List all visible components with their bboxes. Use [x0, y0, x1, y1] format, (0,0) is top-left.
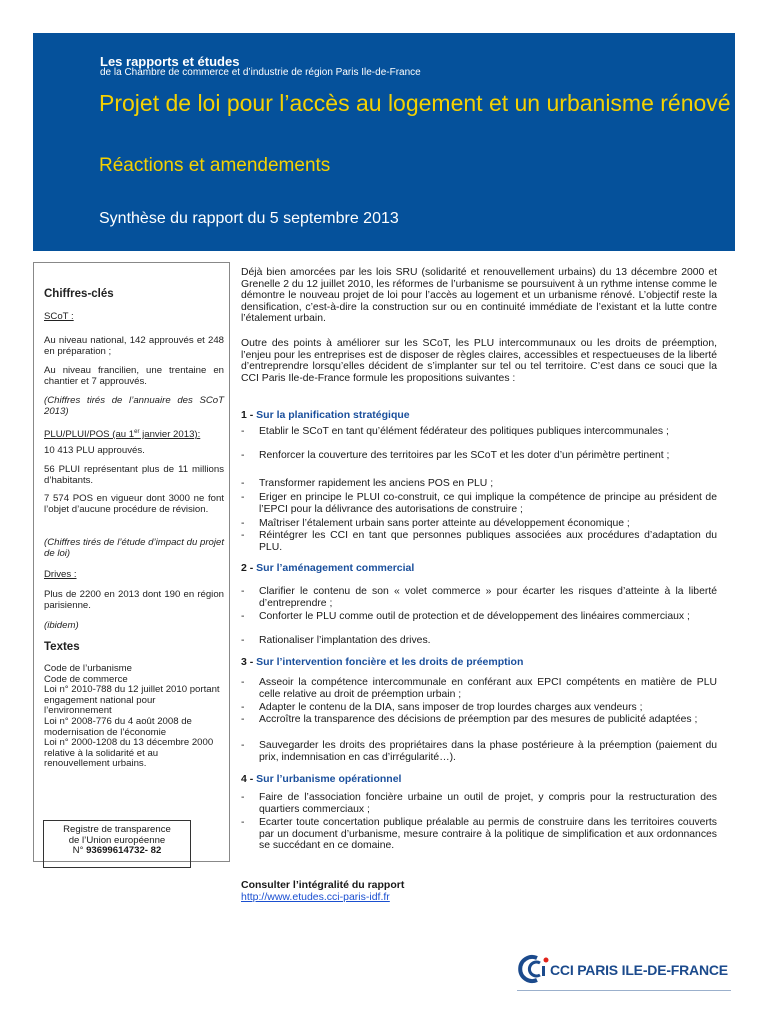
text-item: Loi n° 2000-1208 du 13 décembre 2000 relative à la solidarité et au renouvellement urbains. [44, 737, 214, 770]
consult-report-label: Consulter l’intégralité du rapport [241, 879, 405, 891]
list-item: - Etablir le SCoT en tant qu’élément fédérateur des politiques publiques intercommunales ; [241, 426, 669, 437]
plu-approved: 10 413 PLU approuvés. [44, 445, 145, 456]
list-item: - Faire de l’association foncière urbaine un outil de projet, y compris pour la restructuration des quartiers commerciaux ; [241, 792, 717, 815]
list-item: - Accroître la transparence des décisions de préemption par des mesures de publicité adaptées ; [241, 714, 698, 725]
eu-registry-box [43, 820, 191, 868]
list-item: - Adapter le contenu de la DIA, sans imposer de trop lourdes charges aux vendeurs ; [241, 702, 643, 713]
list-item: - Réintégrer les CCI en tant que personnes publiques associées aux procédures d’adaptation du PLU. [241, 530, 717, 553]
scot-national: Au niveau national, 142 approuvés et 248 en préparation ; [44, 335, 224, 357]
key-figures-heading: Chiffres-clés [44, 288, 114, 300]
registry-label: Registre de transparence de l’Union européenne [63, 824, 171, 846]
document-title: Projet de loi pour l’accès au logement et un urbanisme rénové [99, 90, 731, 116]
text-item: Loi n° 2010-788 du 12 juillet 2010 portant engagement national pour l’environnement [44, 684, 220, 717]
texts-list [44, 664, 224, 770]
document-subtitle: Réactions et amendements [99, 155, 331, 176]
series-subtitle: de la Chambre de commerce et d’industrie de région Paris Ile-de-France [100, 67, 421, 78]
drives-label: Drives : [44, 569, 77, 580]
text-item: Code de l’urbanisme [44, 663, 132, 674]
drives-count: Plus de 2200 en 2013 dont 190 en région parisienne. [44, 589, 224, 611]
plu-source: (Chiffres tirés de l’étude d’impact du projet de loi) [44, 537, 224, 559]
synthesis-date: Synthèse du rapport du 5 septembre 2013 [99, 210, 399, 227]
plui-count: 56 PLUI représentant plus de 11 millions d’habitants. [44, 464, 224, 486]
section-2-heading: 2 - Sur l’aménagement commercial [241, 562, 415, 574]
intro-paragraph: Déjà bien amorcées par les lois SRU (solidarité et renouvellement urbains) du 13 décembre 2000 et Grenelle 2 du 12 juillet 2010, les réformes de l’urbanisme se poursuivent à un rythme intense comme le démontre le nouveau projet de loi pour l’accès au logement et un urbanisme rénové. L’objectif reste la densification, c’est-à-dire la construction sur ou en continuité immédiate de l’existant et la lutte contre l’étalement urbain. [241, 267, 717, 325]
list-item: - Rationaliser l’implantation des drives. [241, 635, 431, 646]
list-item: - Sauvegarder les droits des propriétaires dans la phase postérieure à la préemption (paiement du prix, indemnisation en cas d’irrégularité…). [241, 740, 717, 763]
list-item: - Asseoir la compétence intercommunale en conférant aux EPCI compétents en matière de PLU celle relative au droit de préemption urbain ; [241, 677, 717, 700]
series-title: Les rapports et études [100, 54, 240, 69]
footer-divider [517, 990, 731, 991]
list-item: - Conforter le PLU comme outil de protection et de développement des linéaires commerciaux ; [241, 611, 690, 622]
section-4-heading: 4 - Sur l’urbanisme opérationnel [241, 773, 402, 785]
plu-label: PLU/PLUI/POS (au 1er janvier 2013): [44, 429, 201, 441]
scot-regional: Au niveau francilien, une trentaine en chantier et 7 approuvés. [44, 365, 224, 387]
section-3-heading: 3 - Sur l’intervention foncière et les droits de préemption [241, 656, 524, 668]
texts-heading: Textes [44, 641, 80, 653]
text-item: Loi n° 2008-776 du 4 août 2008 de modernisation de l’économie [44, 715, 192, 738]
cci-logo-text: CCI PARIS ILE-DE-FRANCE [550, 962, 728, 978]
report-link[interactable]: http://www.etudes.cci-paris-idf.fr [241, 891, 390, 903]
scot-source: (Chiffres tirés de l’annuaire des SCoT 2013) [44, 395, 224, 417]
registry-number: N° 93699614732- 82 [72, 845, 162, 856]
list-item: - Renforcer la couverture des territoires par les SCoT et les doter d’un périmètre pertinent ; [241, 450, 670, 461]
text-item: Code de commerce [44, 673, 128, 685]
list-item: - Ecarter toute concertation publique préalable au permis de construire dans les territoires couverts par un document d’urbanisme, mesure contraire à la politique de simplification et aux ordonnances se succédant en ce domaine. [241, 817, 717, 852]
list-item: - Maîtriser l’étalement urbain sans porter atteinte au développement économique ; [241, 518, 630, 529]
pos-count: 7 574 POS en vigueur dont 3000 ne font l’objet d’aucune procédure de révision. [44, 493, 224, 515]
list-item: - Eriger en principe le PLUI co-construit, ce qui implique la compétence de principe au président de l’EPCI pour la délivrance des autorisations de construire ; [241, 492, 717, 515]
intro-paragraph-2: Outre des points à améliorer sur les SCoT, les PLU intercommunaux ou les droits de préemption, l’enjeu pour les entreprises est de disposer de règles claires, accessibles et respectueuses de la liberté d’entreprendre lorsqu’elles décident de s’implanter sur tel ou tel territoire. C’est dans ce souci que la CCI Paris Ile-de-France formule les propositions suivantes : [241, 338, 717, 384]
drives-source: (ibidem) [44, 620, 79, 631]
list-item: - Clarifier le contenu de son « volet commerce » pour écarter les risques d’atteinte à la liberté d’entreprendre ; [241, 586, 717, 609]
scot-label: SCoT : [44, 311, 74, 322]
list-item: - Transformer rapidement les anciens POS en PLU ; [241, 478, 494, 489]
section-1-heading: 1 - Sur la planification stratégique [241, 409, 410, 421]
